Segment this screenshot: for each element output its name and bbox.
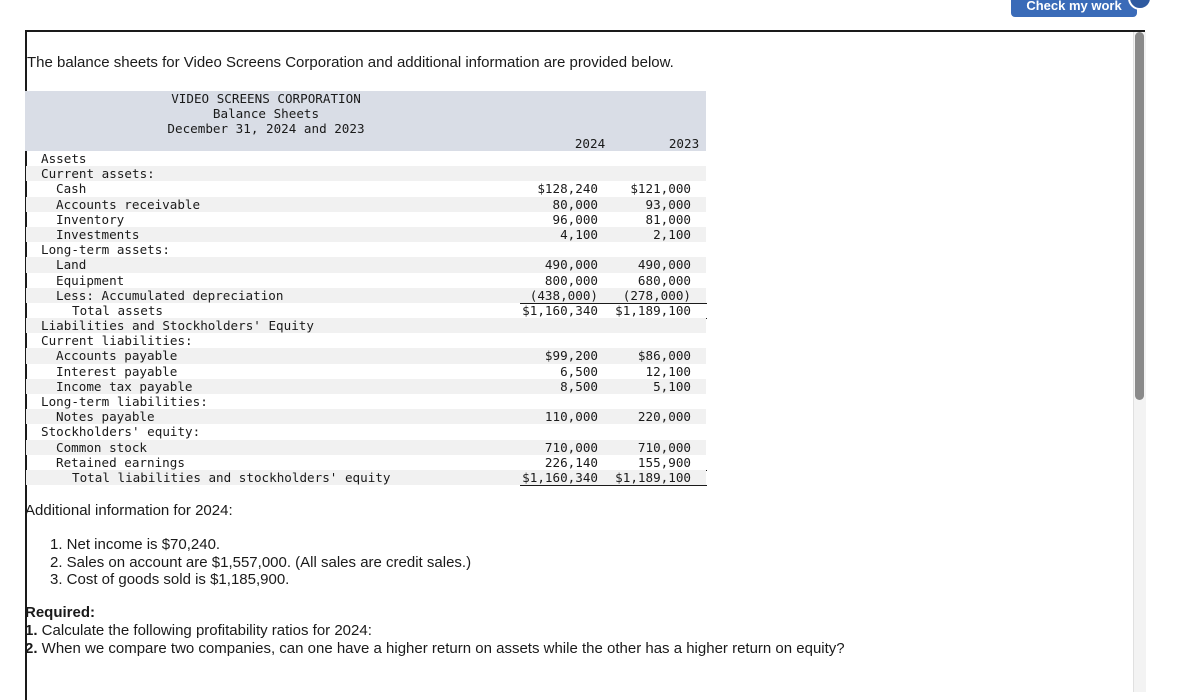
row-label: Current assets: [41,166,155,182]
row-label: Common stock [56,439,147,455]
row-label: Inventory [56,211,125,227]
statement-date: December 31, 2024 and 2023 [167,121,365,136]
underline-rule [520,485,707,486]
row-label: Total liabilities and stockholders' equity [72,469,391,485]
amount-2023: $86,000 [637,348,691,364]
row-label: Stockholders' equity: [41,424,201,440]
required-heading: Required: [25,604,96,621]
row-label: Long-term liabilities: [41,394,208,409]
table-row [25,242,706,257]
amount-2024: 800,000 [544,272,598,288]
amount-2024: $1,160,340 [522,302,598,318]
list-item: 2. Sales on account are $1,557,000. (All sales are credit sales.) [50,553,472,571]
amount-2024: 96,000 [552,211,598,227]
balance-sheet [25,91,706,485]
table-row [25,151,706,166]
amount-2023: $121,000 [630,181,691,197]
additional-info-list [50,536,471,589]
table-row [25,455,706,470]
required-item-1 [25,622,845,640]
required-item-number: 2. [25,640,38,657]
row-label: Land [56,257,87,273]
amount-2024: 6,500 [560,363,598,379]
row-label: Interest payable [56,363,178,379]
row-label: Current liabilities: [41,333,193,349]
intro-text: The balance sheets for Video Screens Corporation and additional information are provided below. [27,54,674,71]
row-label: Equipment [56,272,125,288]
row-label: Investments [56,226,140,242]
required-item-number: 1. [25,622,38,639]
row-label: Long-term assets: [41,242,170,258]
row-label: Cash [56,181,87,197]
list-item: 1. Net income is $70,240. [50,536,221,553]
amount-2024: $128,240 [537,181,598,197]
table-row [25,440,706,455]
table-row [25,197,706,212]
table-row [25,470,706,485]
table-row [25,348,706,363]
row-label: Notes payable [56,409,155,425]
balance-sheet-title [25,91,707,136]
amount-2023: 93,000 [645,196,691,212]
amount-2023: 2,100 [653,226,691,242]
table-row [25,303,706,318]
amount-2024: $99,200 [544,348,598,364]
table-row [25,394,706,409]
table-row [25,409,706,424]
amount-2024: 4,100 [560,226,598,242]
table-row [25,333,706,348]
required-section [25,604,845,658]
amount-2023: 680,000 [637,272,691,288]
list-item: 3. Cost of goods sold is $1,185,900. [50,571,290,588]
balance-sheet-header [25,91,706,151]
required-item-text: Calculate the following profitability ratios for 2024: [37,622,372,639]
amount-2024: (438,000) [529,287,598,303]
table-row [25,288,706,303]
row-label: Income tax payable [56,378,193,394]
balance-sheet-rows [25,151,706,485]
row-label: Accounts receivable [56,196,201,212]
amount-2023: 81,000 [645,211,691,227]
amount-2024: $1,160,340 [522,469,598,485]
amount-2023: $1,189,100 [615,469,691,485]
year-2023-header: 2023 [668,136,700,151]
amount-2024: 110,000 [544,409,598,425]
amount-2023: $1,189,100 [615,302,691,318]
table-row [25,379,706,394]
table-row [25,181,706,196]
table-row [25,424,706,439]
statement-name: Balance Sheets [212,106,320,121]
additional-info-heading: Additional information for 2024: [25,502,233,519]
row-label: Retained earnings [56,454,185,470]
table-row [25,166,706,181]
amount-2024: 490,000 [544,257,598,273]
scrollbar-thumb[interactable] [1135,32,1144,400]
amount-2023: 12,100 [645,363,691,379]
required-item-2 [25,640,845,658]
row-label: Liabilities and Stockholders' Equity [41,318,314,334]
row-label: Less: Accumulated depreciation [56,287,284,303]
amount-2023: 5,100 [653,378,691,394]
amount-2023: 710,000 [637,439,691,455]
table-row [25,257,706,272]
amount-2024: 80,000 [552,196,598,212]
check-my-work-button[interactable]: Check my work [1011,0,1137,17]
table-row [25,212,706,227]
amount-2024: 8,500 [560,378,598,394]
amount-2024: 710,000 [544,439,598,455]
year-2024-header: 2024 [574,136,606,151]
row-label: Assets [41,151,87,166]
table-row [25,318,706,333]
amount-2023: 155,900 [637,454,691,470]
required-item-text: When we compare two companies, can one have a higher return on assets while the other has a higher return on equity? [37,640,845,657]
row-label: Accounts payable [56,348,178,364]
amount-2023: 490,000 [637,257,691,273]
amount-2023: (278,000) [622,287,691,303]
table-row [25,273,706,288]
table-row [25,364,706,379]
amount-2023: 220,000 [637,409,691,425]
table-row [25,227,706,242]
row-label: Total assets [72,302,163,318]
amount-2024: 226,140 [544,454,598,470]
company-name: VIDEO SCREENS CORPORATION [171,91,361,106]
